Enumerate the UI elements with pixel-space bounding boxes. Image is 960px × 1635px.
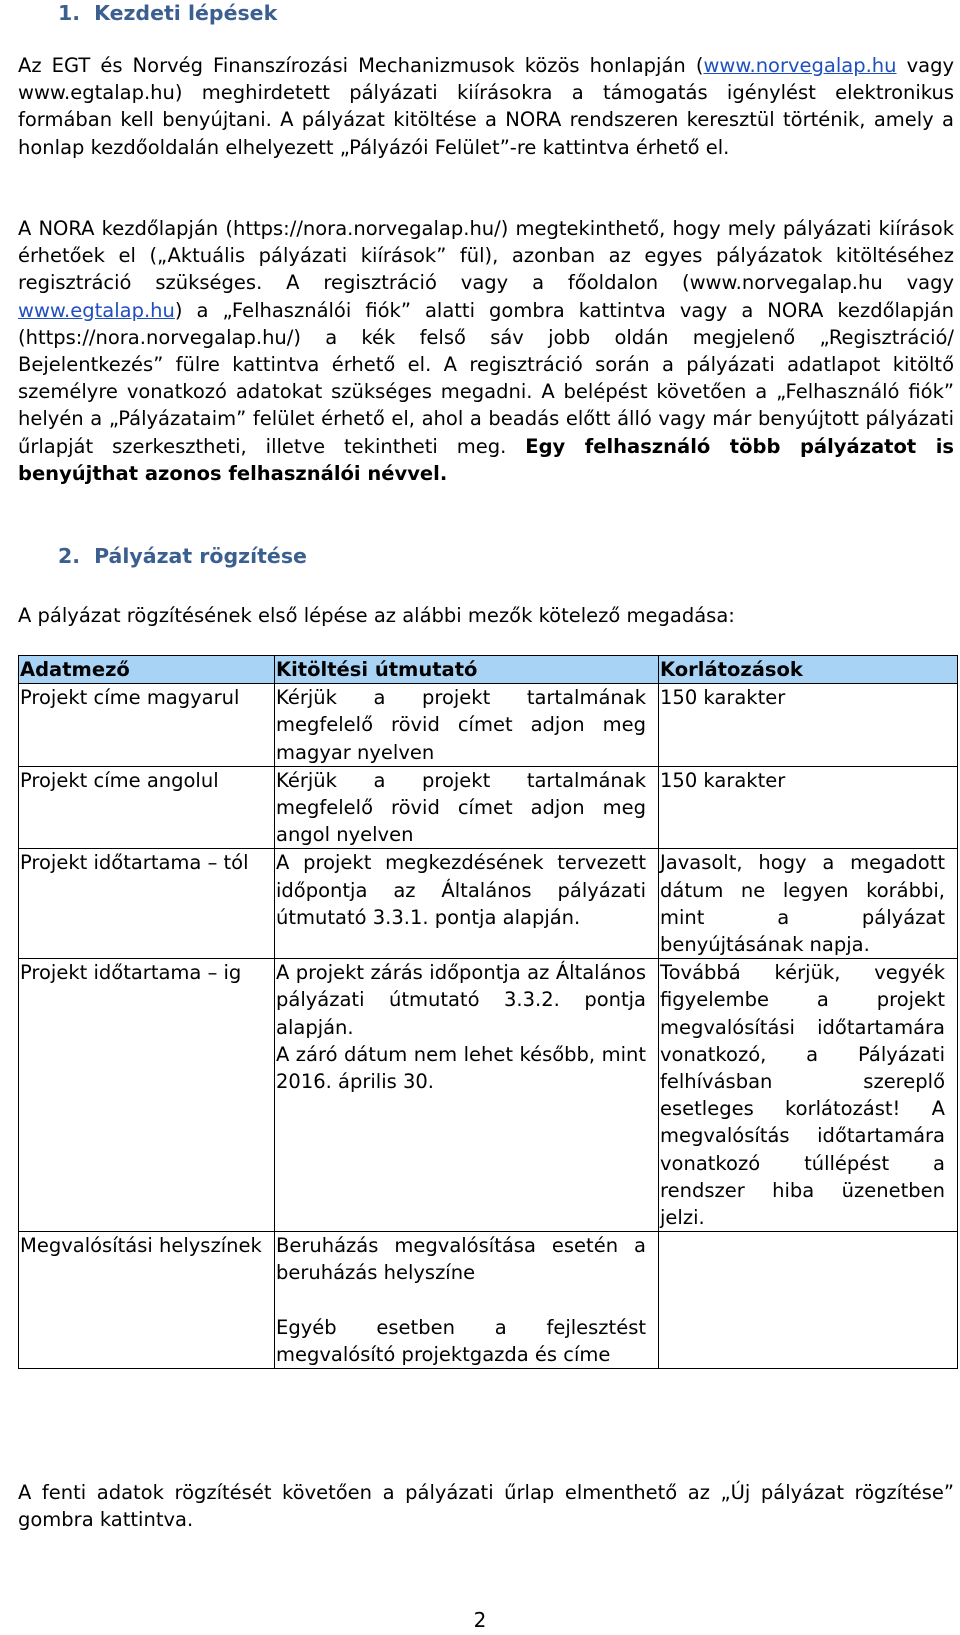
cell-field: Projekt időtartama – tól [19,849,275,959]
cell-spacer [276,1287,646,1314]
cell-guide-part-1: Beruházás megvalósítása esetén a beruházás helyszíne [276,1234,646,1285]
paragraph-intro [18,52,954,161]
section-1-heading [58,0,277,26]
cell-limit: 150 karakter [659,766,958,849]
table-row [19,959,958,1232]
table-row [19,684,958,767]
cell-field: Megvalósítási helyszínek [19,1232,275,1369]
section-2-title: Pályázat rögzítése [94,544,307,568]
cell-field: Projekt címe magyarul [19,684,275,767]
cell-guide: Kérjük a projekt tartalmának megfelelő rövid címet adjon meg magyar nyelven [275,684,659,767]
section-2-heading [58,543,307,569]
table-row [19,766,958,849]
cell-field: Projekt időtartama – ig [19,959,275,1232]
table-row [19,1232,958,1369]
section-1-title: Kezdeti lépések [94,1,278,25]
cell-limit: Továbbá kérjük, vegyék figyelembe a projekt megvalósítási időtartamára vonatkozó, a Pályázati felhívásban szereplő esetleges korlátozást! A megvalósítás időtartamára vonatkozó túllépést a rendszer hiba üzenetben jelzi. [659,959,958,1232]
cell-limit [659,1232,958,1369]
cell-limit: 150 karakter [659,684,958,767]
paragraph-table-intro: A pályázat rögzítésének első lépése az alábbi mezők kötelező megadása: [18,604,735,627]
paragraph-registration [18,215,954,487]
page-number: 2 [473,1608,487,1632]
cell-limit: Javasolt, hogy a megadott dátum ne legyen korábbi, mint a pályázat benyújtásának napja. [659,849,958,959]
paragraph-intro-text-1: Az EGT és Norvég Finanszírozási Mechanizmusok közös honlapján ( [18,54,704,77]
norvegalap-link[interactable]: www.norvegalap.hu [703,54,897,77]
cell-guide-part-2: A záró dátum nem lehet később, mint 2016. április 30. [276,1042,646,1094]
paragraph-registration-text-1: A NORA kezdőlapján (https://nora.norvegalap.hu/) megtekinthető, hogy mely pályázati kiírások érhetőek el („Aktuális pályázati kiírások” fül), azonban az egyes pályázatok kitöltéséhez regisztráció szükséges. A regisztráció vagy a főoldalon (www.norvegalap.hu vagy [18,217,954,295]
cell-guide-part-1: A projekt zárás időpontja az Általános pályázati útmutató 3.3.2. pontja alapján. [276,961,646,1039]
section-2-number: 2. [58,544,81,568]
header-guide: Kitöltési útmutató [275,656,659,684]
cell-field: Projekt címe angolul [19,766,275,849]
header-field: Adatmező [19,656,275,684]
cell-guide-part-2: Egyéb esetben a fejlesztést megvalósító projektgazda és címe [276,1315,646,1366]
paragraph-outro: A fenti adatok rögzítését követően a pályázati űrlap elmenthető az „Új pályázat rögzítése” gombra kattintva. [18,1481,954,1532]
paragraph-registration-bold: Egy felhasználó több pályázatot is benyújthat azonos felhasználói névvel. [18,434,954,485]
cell-guide [275,959,659,1232]
egtalap-link[interactable]: www.egtalap.hu [18,298,175,322]
section-1-number: 1. [58,1,81,25]
table-header-row [19,656,958,684]
header-limit: Korlátozások [659,656,958,684]
cell-guide: Kérjük a projekt tartalmának megfelelő rövid címet adjon meg angol nyelven [275,766,659,849]
paragraph-intro-text-2: vagy www.egtalap.hu) meghirdetett pályázati kiírásokra a támogatás igénylést elektronikus formában kell benyújtani. A pályázat kitöltése a NORA rendszeren keresztül történik, amely a honlap kezdőoldalán elhelyezett „Pályázói Felület”-re kattintva érhető el. [18,54,954,159]
paragraph-registration-text-2: ) a „Felhasználói fiók” alatti gombra kattintva vagy a NORA kezdőlapján (https://nora.norvegalap.hu/) a kék felső sáv jobb oldán megjelenő „Regisztráció/ Bejelentkezés” fülre kattintva érhető el. A regisztráció során a pályázati adatlapot kitöltő személyre vonatkozó adatokat szükséges megadni. A belépést követően a „Felhasználó fiók” helyén a „Pályázataim” felület érhető el, ahol a beadás előtt álló vagy már benyújtott pályázati űrlapját szerkesztheti, illetve tekintheti meg. [18,298,954,458]
cell-guide [275,1232,659,1369]
table-row [19,849,958,959]
fields-table [18,655,958,1369]
cell-guide: A projekt megkezdésének tervezett időpontja az Általános pályázati útmutató 3.3.1. pontja alapján. [275,849,659,959]
